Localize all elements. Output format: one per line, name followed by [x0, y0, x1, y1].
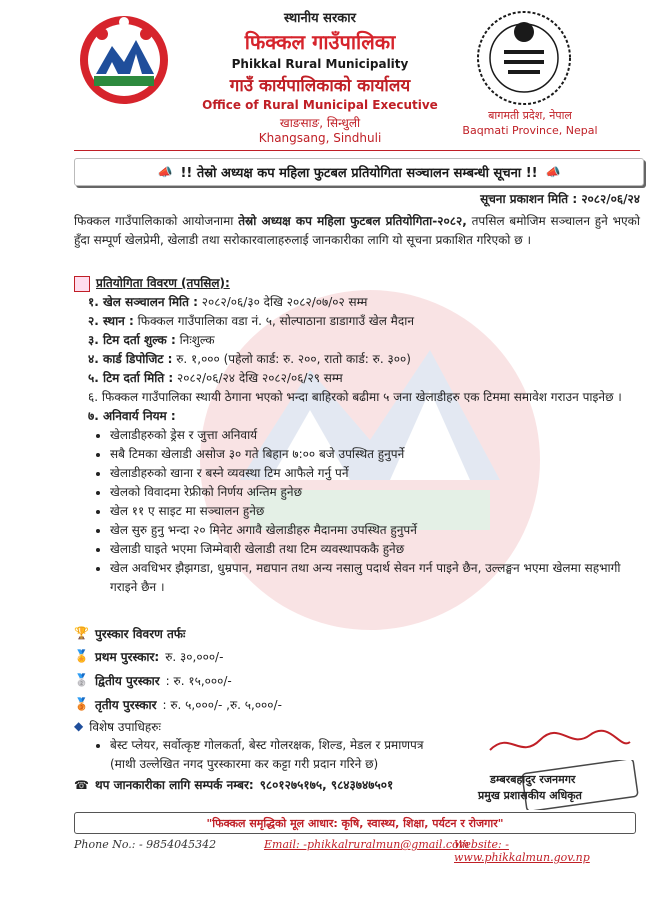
province-ne: बागमती प्रदेश, नेपाल [488, 109, 572, 122]
rule-item: • खेल ११ ए साइट मा सञ्चालन हुनेछ [110, 502, 640, 521]
phone-icon: ☎ [74, 777, 89, 792]
second-prize-value: : रु. १५,०००/- [165, 673, 232, 688]
intro-text-end: तपसिल बमोजिम सञ्चालन हुने भएको हुँदा सम्पूर्ण खेलप्रेमी, खेलाडी तथा सरोकारवालाहरुलाई जानकारीका लागि यो सूचना प्रकाशित गरिएको छ । [74, 214, 640, 247]
trophy-icon: 🏆 [74, 626, 89, 640]
detail-value: निःशुल्क [175, 333, 215, 347]
office-name-en: Office of Rural Municipal Executive [202, 98, 438, 112]
calendar-icon [74, 276, 90, 292]
detail-value: २०८२/०६/२४ देखि २०८२/०६/२९ सम्म [173, 371, 343, 385]
publication-label: सूचना प्रकाशन मिति : [480, 192, 578, 206]
silver-medal-icon: 🥈 [74, 673, 89, 687]
megaphone-icon: 📣 [157, 165, 173, 179]
publication-date-value: २०८२/०६/२४ [581, 192, 640, 206]
detail-value: ६. फिक्कल गाउँपालिका स्थायी ठेगाना भएको भन्दा बाहिरको बढीमा ५ जना खेलाडीहरु एक टिममा समावेश गराउन पाइनेछ । [88, 390, 622, 404]
detail-item [74, 293, 640, 312]
signatory-title: प्रमुख प्रशासकीय अधिकृत [478, 789, 582, 802]
third-prize-label: तृतीय पुरस्कार [94, 697, 157, 712]
detail-label: ३. टिम दर्ता शुल्क : [88, 333, 176, 347]
signatory-name: डम्बरबहादुर रजनमगर [490, 773, 576, 786]
detail-item [74, 331, 640, 350]
third-prize-value: : रु. ५,०००/- ,रु. ५,०००/- [162, 697, 282, 712]
local-gov-label: स्थानीय सरकार [284, 11, 356, 26]
municipality-name-ne: फिक्कल गाउँपालिका [244, 30, 396, 54]
first-prize-row [74, 644, 634, 668]
detail-label: ५. टिम दर्ता मिति : [88, 371, 174, 385]
province-en: Baqmati Province, Nepal [462, 124, 598, 137]
header-divider [74, 150, 640, 151]
detail-value: फिक्कल गाउँपालिका वडा नं. ५, सोल्पाठाना डाडागाउँ खेल मैदान [133, 314, 414, 328]
rule-item: • सबै टिमका खेलाडी असोज ३० गते बिहान ७:०० बजे उपस्थित हुनुपर्ने [110, 445, 640, 464]
rule-item: • खेल सुरु हुनु भन्दा २० मिनेट अगावै खेलाडीहरु मैदानमा उपस्थित हुनुपर्ने [110, 521, 640, 540]
municipal-seal-icon [474, 8, 574, 108]
footer-website[interactable]: Website: - www.phikkalmun.gov.np [454, 838, 590, 864]
detail-item [74, 369, 640, 388]
first-prize-value: रु. ३०,०००/- [165, 649, 224, 664]
detail-label: १. खेल सञ्चालन मिति : [88, 295, 198, 309]
detail-item [74, 350, 640, 369]
footer-slogan-bar [74, 812, 636, 834]
rules-title: ७. अनिवार्य नियम : [88, 409, 176, 423]
details-title: प्रतियोगिता विवरण (तपसिल): [96, 276, 230, 290]
province-block [460, 108, 600, 138]
bronze-medal-icon: 🥉 [74, 697, 89, 711]
footer-email[interactable]: Email: -phikkalruralmun@gmail.com [264, 838, 470, 851]
detail-item [74, 388, 640, 407]
footer-phone: Phone No.: - 9854045342 [74, 838, 217, 851]
footer-slogan: "फिक्कल समृद्धिको मूल आधार: कृषि, स्वास्थ्य, शिक्षा, पर्यटन र रोजगार" [206, 816, 504, 830]
detail-value: रु. १,००० (पहेलो कार्ड: रु. २००, रातो कार्ड: रु. ३००) [172, 352, 411, 366]
rule-item: • खेलाडीहरुको खाना र बस्ने व्यवस्था टिम आफैले गर्नु पर्ने [110, 464, 640, 483]
second-prize-label: द्वितीय पुरस्कार [94, 673, 160, 688]
details-title-row [74, 274, 640, 293]
rules-list [74, 426, 640, 597]
detail-label: ४. कार्ड डिपोजिट : [88, 352, 173, 366]
awards-title-row [74, 622, 634, 644]
address-en: Khangsang, Sindhuli [258, 131, 382, 145]
contact-row [74, 776, 474, 793]
banner-title: !! तेस्रो अध्यक्ष कप महिला फुटबल प्रतियोगिता सञ्चालन सम्बन्धी सूचना !! [180, 166, 538, 181]
rule-item: • खेलाडी घाइते भएमा जिम्मेवारी खेलाडी तथा टिम व्यवस्थापककै हुनेछ [110, 540, 640, 559]
special-item: (माथी उल्लेखित नगद पुरस्कारमा कर कट्टा गरी प्रदान गरिने छ) [110, 757, 379, 771]
diamond-icon: ◆ [74, 719, 84, 733]
office-name-ne: गाउँ कार्यपालिकाको कार्यालय [229, 76, 411, 96]
municipality-name-en: Phikkal Rural Municipality [231, 57, 409, 71]
rule-item: • खेलाडीहरुको ड्रेस र जुत्ता अनिवार्य [110, 426, 640, 445]
rule-item: • खेल अवधिभर झैझगडा, धुम्रपान, मद्यपान तथा अन्य नसालु पदार्थ सेवन गर्न पाइने छैन, उल्लङ्घन भएमा खेलमा सहभागी गराइने छैन । [110, 559, 640, 597]
publication-date [400, 190, 640, 207]
address-ne: खाङसाङ, सिन्धुली [279, 116, 361, 130]
rule-item: • खेलको विवादमा रेफ्रीको निर्णय अन्तिम हुनेछ [110, 483, 640, 502]
special-title: विशेष उपाधिहरुः [89, 719, 161, 734]
government-emblem-icon [74, 10, 174, 110]
detail-value: २०८२/०६/३० देखि २०८२/०७/०२ सम्म [197, 295, 368, 309]
detail-label: २. स्थान : [88, 314, 134, 328]
gold-medal-icon: 🏅 [74, 649, 89, 663]
contact-numbers: ९८०१२७५१७५, ९८४३७४७५०१ [259, 778, 394, 792]
official-stamp [520, 760, 640, 810]
third-prize-row [74, 692, 634, 716]
intro-text-bold: तेस्रो अध्यक्ष कप महिला फुटबल प्रतियोगिता-२०८२, [238, 214, 467, 228]
intro-paragraph [74, 212, 640, 250]
awards-title: पुरस्कार विवरण तर्फः [94, 626, 186, 641]
notice-banner [74, 158, 644, 186]
intro-text-start: फिक्कल गाउँपालिकाको आयोजनामा [74, 214, 239, 228]
special-item: • बेस्ट प्लेयर, सर्वोत्कृष्ट गोलकर्ता, बेस्ट गोलरक्षक, शिल्ड, मेडल र प्रमाणपत्र [110, 736, 634, 755]
second-prize-row [74, 668, 634, 692]
first-prize-label: प्रथम पुरस्कार: [94, 649, 160, 664]
detail-item [74, 312, 640, 331]
details-section [74, 274, 640, 597]
megaphone-icon: 📣 [545, 165, 561, 179]
header [170, 8, 470, 145]
contact-label: थप जानकारीका लागि सम्पर्क नम्बर: [94, 778, 254, 792]
